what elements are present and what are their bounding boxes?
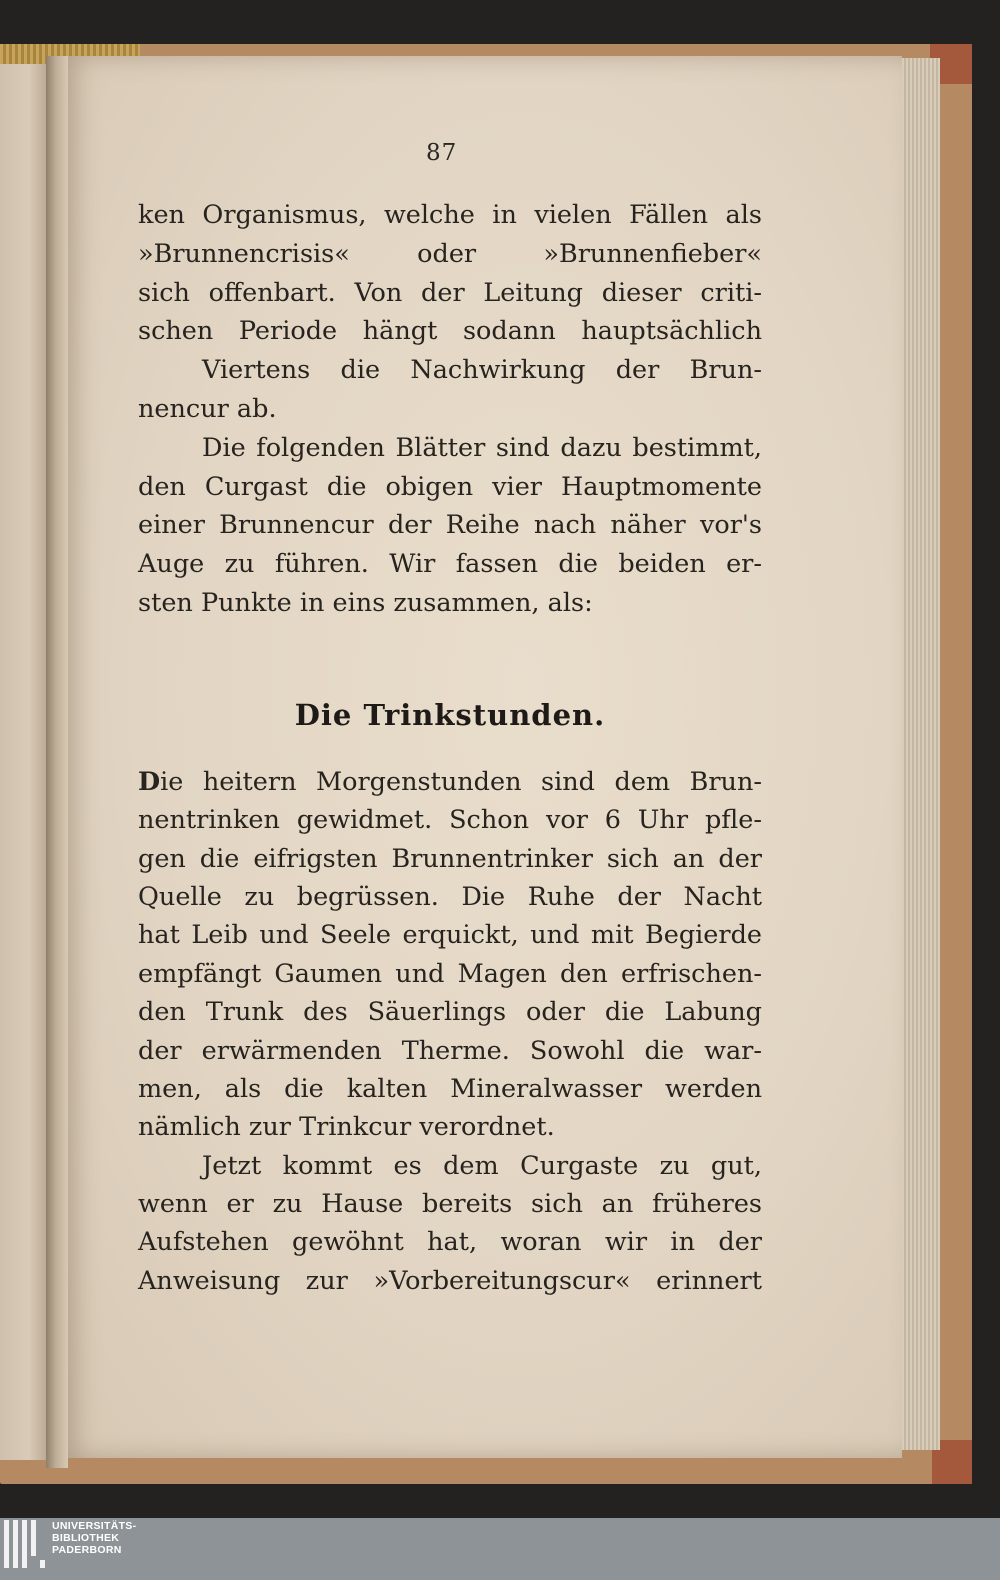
text-line: Quelle zu begrüssen. Die Ruhe der Nacht [138,881,762,912]
paragraph-5 [138,1147,762,1301]
text-line: gen die eifrigsten Brunnentrinker sich an der [138,843,762,874]
text-line: den Curgast die obigen vier Hauptmomente [138,471,762,502]
initial-letter: D [138,766,161,797]
page-text [138,196,762,1300]
library-footer-bar [0,1518,1000,1580]
paragraph-4 [138,763,762,1147]
text-line: »Brunnencrisis« oder »Brunnenfieber« [138,238,762,269]
logo-text-line: UNIVERSITÄTS- [52,1520,137,1532]
book-gutter [46,56,68,1468]
text-line: schen Periode hängt sodann hauptsächlich [138,316,762,347]
text-line: der erwärmenden Therme. Sowohl die war- [138,1035,762,1066]
text-line: sich offenbart. Von der Leitung dieser criti- [138,277,762,308]
logo-text-line: BIBLIOTHEK [52,1532,120,1544]
previous-page-edge [0,64,48,1460]
paragraph-2 [138,351,762,429]
text-line: wenn er zu Hause bereits sich an früheres [138,1189,762,1220]
library-logo-icon [4,1520,46,1568]
text-line: men, als die kalten Mineralwasser werden [138,1073,762,1104]
paragraph-3 [138,429,762,623]
text-line: empfängt Gaumen und Magen den erfrischen- [138,958,762,989]
text-line: hat Leib und Seele erquickt, und mit Begierde [138,920,762,951]
section-spacing [138,745,762,763]
text-line: Auge zu führen. Wir fassen die beiden er- [138,549,762,580]
paragraph-1 [138,196,762,351]
text-line: nencur ab. [138,393,277,424]
section-heading: Die Trinkstunden. [294,697,606,732]
text-line: Viertens die Nachwirkung der Brun- [202,355,762,386]
text-line: Anweisung zur »Vorbereitungscur« erinnert [138,1265,762,1296]
text-line: einer Brunnencur der Reihe nach näher vor's [138,510,762,541]
text-line [138,763,762,801]
section-spacing [138,623,762,685]
text-line: Jetzt kommt es dem Curgaste zu gut, [202,1150,762,1181]
text-line: sten Punkte in eins zusammen, als: [138,587,593,618]
page-number: 87 [426,140,458,166]
logo-text-line: PADERBORN [52,1544,122,1556]
text-line: nentrinken gewidmet. Schon vor 6 Uhr pfle- [138,805,762,836]
text-line: nämlich zur Trinkcur verordnet. [138,1112,555,1143]
text-line: Aufstehen gewöhnt hat, woran wir in der [138,1227,762,1258]
library-logo-text [52,1520,136,1556]
text-line-rest: ie heitern Morgenstunden sind dem Brun- [160,766,762,797]
text-line: ken Organismus, welche in vielen Fällen als [138,200,762,230]
text-line: den Trunk des Säuerlings oder die Labung [138,997,762,1028]
text-line: Die folgenden Blätter sind dazu bestimmt, [202,432,762,463]
